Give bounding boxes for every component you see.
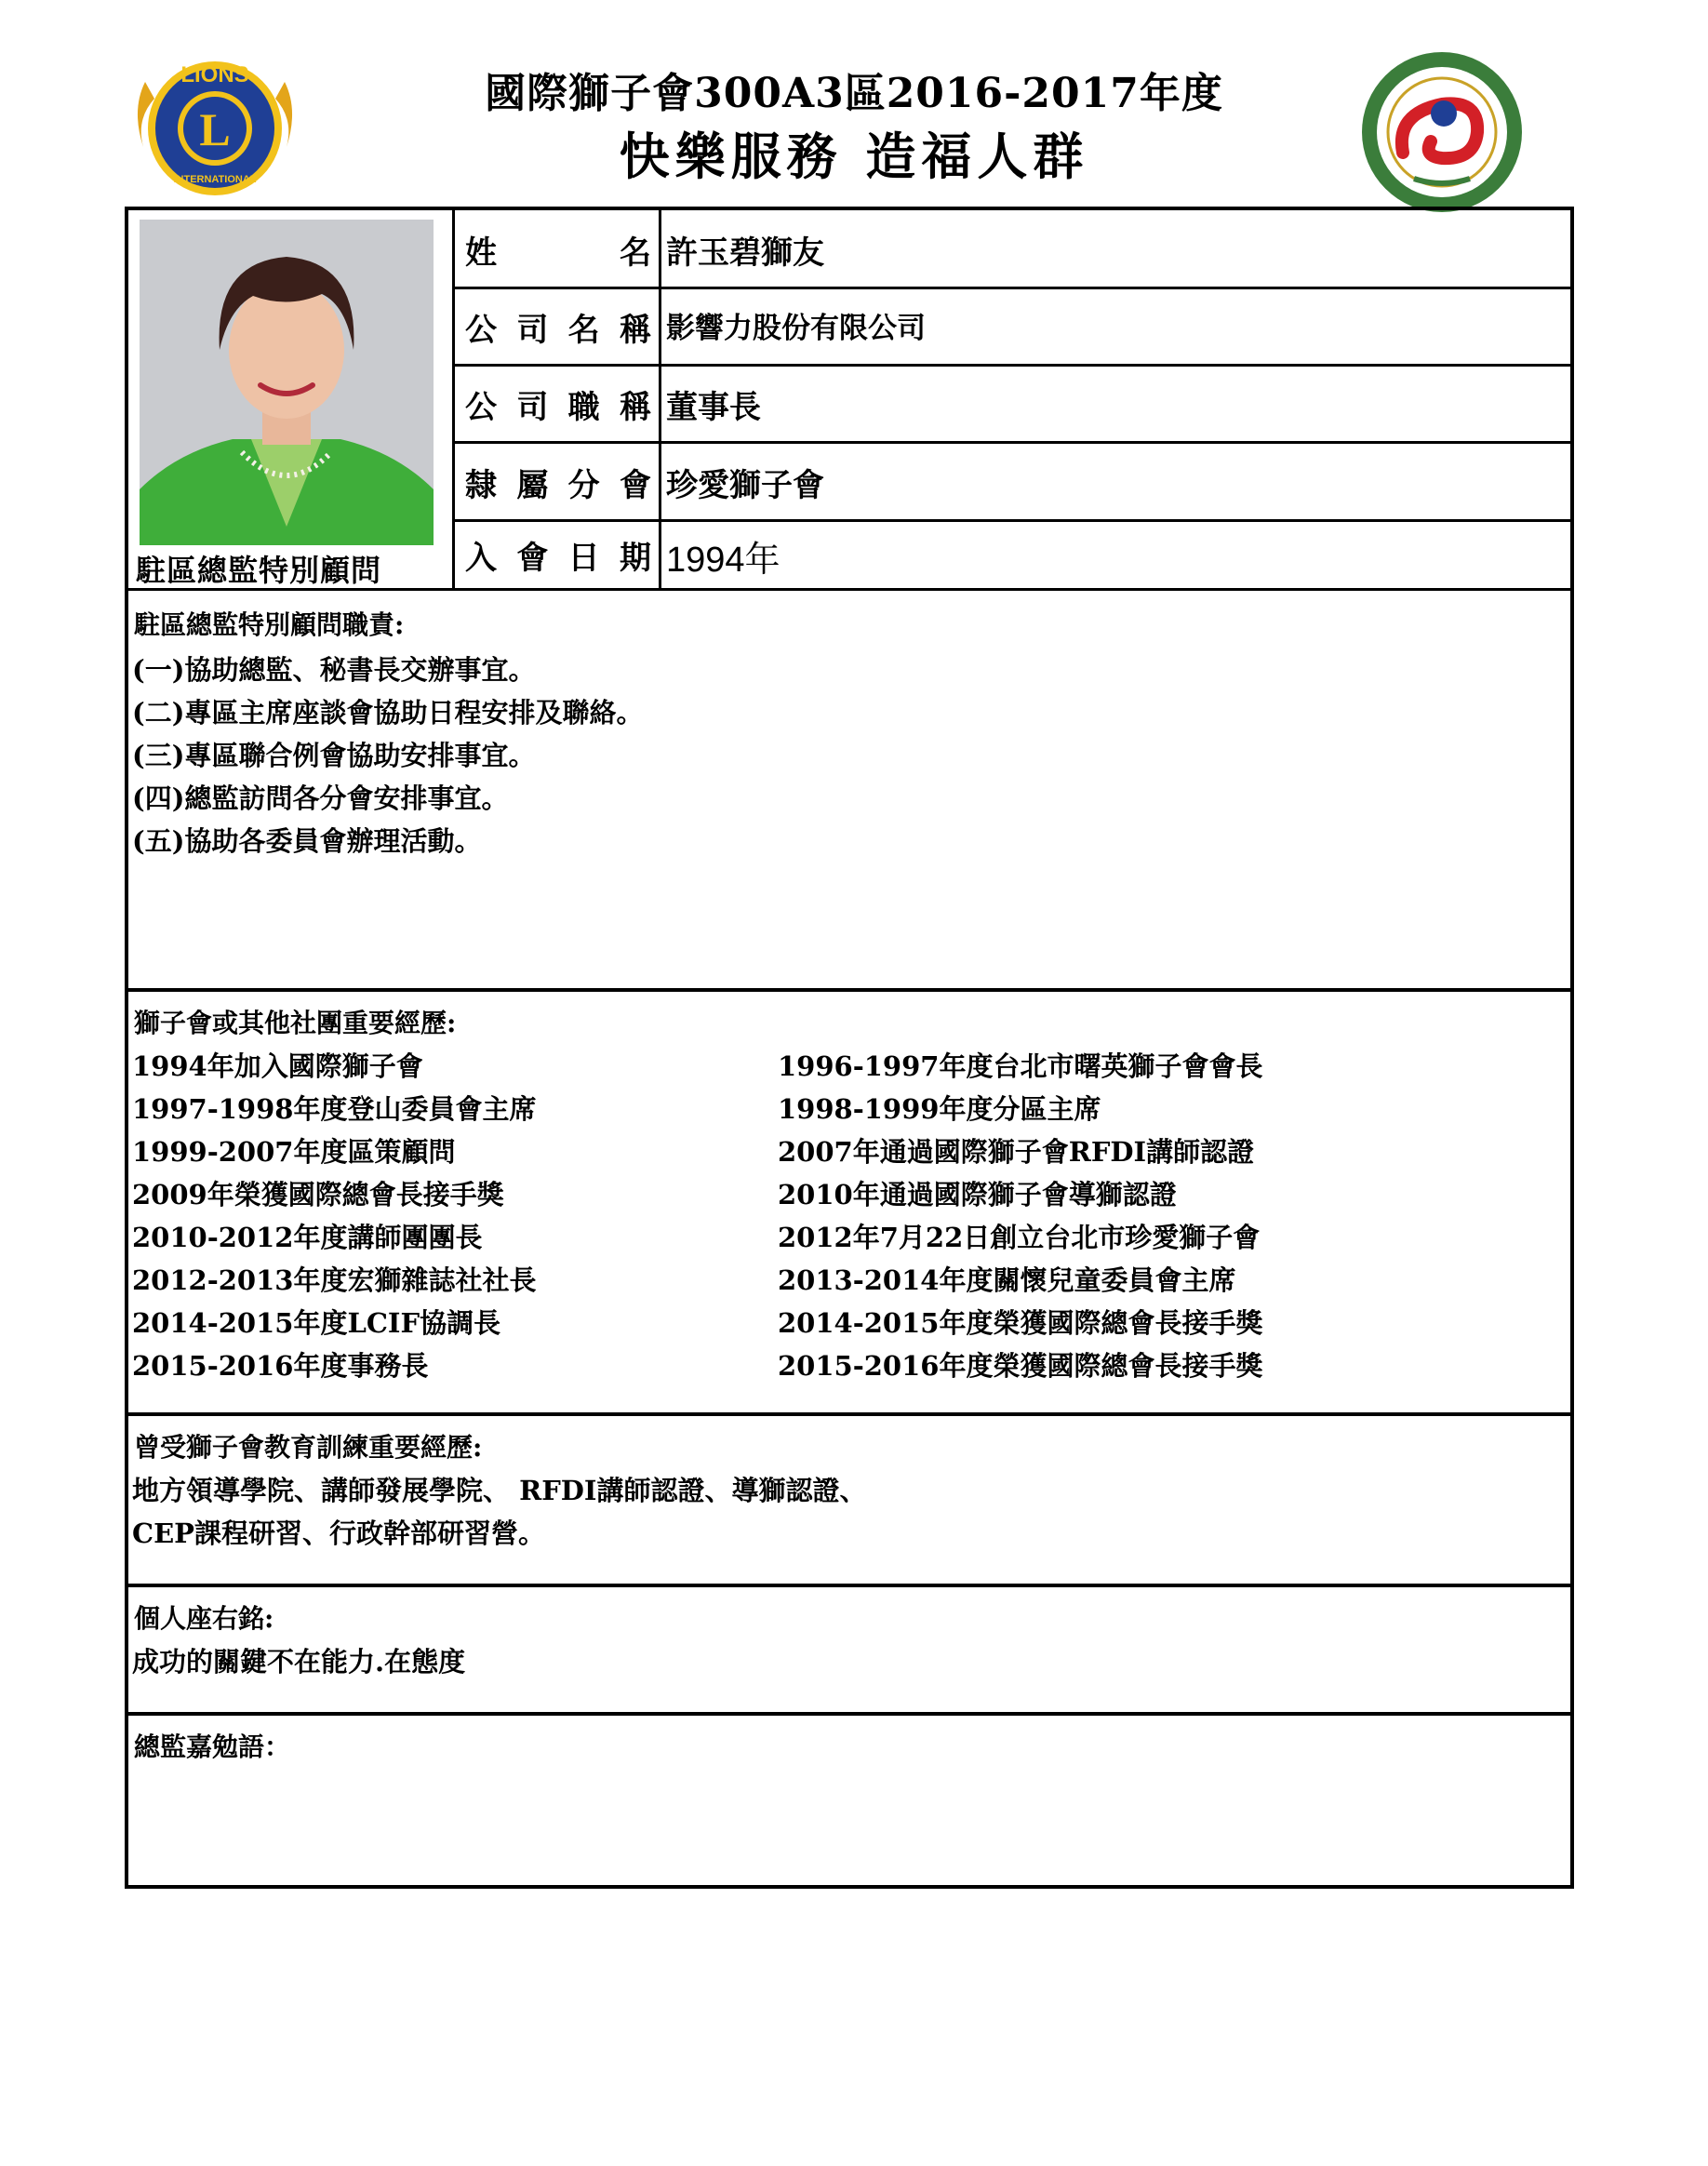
experience-title: 獅子會或其他社團重要經歷: [134,1008,457,1038]
motto-title: 個人座右銘: [134,1603,274,1634]
duties-title: 駐區總監特別顧問職責: [134,609,405,640]
experience-right-item: 2007年通過國際獅子會RFDI講師認證 [778,1136,1255,1168]
duty-item: (五)協助各委員會辦理活動。 [132,825,482,857]
experience-right-item: 2010年通過國際獅子會導獅認證 [778,1179,1177,1210]
experience-left-item: 2012-2013年度宏獅雜誌社社長 [132,1264,537,1296]
experience-right-item: 1996-1997年度台北市曙英獅子會會長 [778,1050,1263,1082]
svg-text:INTERNATIONAL: INTERNATIONAL [173,174,257,185]
experience-left-item: 2010-2012年度講師團團長 [132,1222,483,1253]
encouragement-title: 總監嘉勉語： [134,1731,291,1762]
duty-item: (四)總監訪問各分會安排事宜。 [132,782,509,814]
label-company-title: 公 司 職 稱 [465,389,651,426]
value-name: 許玉碧獅友 [666,234,824,272]
page-title: 國際獅子會300A3區2016-2017年度 [485,70,1223,117]
label-name: 姓 名 [465,234,651,272]
svg-text:L: L [199,103,231,155]
value-company-name: 影響力股份有限公司 [666,312,926,345]
experience-right-item: 2014-2015年度榮獲國際總會長接手獎 [778,1307,1263,1339]
training-line: 地方領導學院、講師發展學院、 RFDI講師認證、導獅認證、 [132,1475,867,1506]
experience-left-item: 2009年榮獲國際總會長接手獎 [132,1179,504,1210]
label-company-name: 公 司 名 稱 [465,312,651,349]
value-join-date: 1994年 [666,541,781,580]
duty-item: (一)協助總監、秘書長交辦事宜。 [132,654,536,686]
photo-caption: 駐區總監特別顧問 [136,553,382,588]
training-line: CEP課程研習、行政幹部研習營。 [132,1518,545,1549]
value-company-title: 董事長 [666,389,761,426]
experience-right-item: 2012年7月22日創立台北市珍愛獅子會 [778,1222,1261,1253]
training-title: 曾受獅子會教育訓練重要經歷: [134,1432,483,1463]
experience-right-item: 2015-2016年度榮獲國際總會長接手獎 [778,1350,1263,1382]
experience-left-item: 1997-1998年度登山委員會主席 [132,1093,537,1125]
duty-item: (二)專區主席座談會協助日程安排及聯絡。 [132,697,644,729]
experience-left-item: 1999-2007年度區策顧問 [132,1136,456,1168]
motto-text: 成功的關鍵不在能力.在態度 [132,1646,466,1678]
svg-text:LIONS: LIONS [180,62,249,87]
experience-left-item: 2015-2016年度事務長 [132,1350,429,1382]
experience-left-item: 1994年加入國際獅子會 [132,1050,423,1082]
profile-form [125,207,1574,1889]
experience-left-item: 2014-2015年度LCIF協調長 [132,1307,501,1339]
experience-right-item: 2013-2014年度關懷兒童委員會主席 [778,1264,1236,1296]
profile-photo [140,220,434,545]
label-join-date: 入 會 日 期 [465,540,651,577]
value-club: 珍愛獅子會 [666,467,824,504]
experience-right-item: 1998-1999年度分區主席 [778,1093,1101,1125]
page-subtitle: 快樂服務 造福人群 [619,127,1089,186]
duty-item: (三)專區聯合例會協助安排事宜。 [132,740,536,771]
label-club: 隸 屬 分 會 [465,467,651,504]
